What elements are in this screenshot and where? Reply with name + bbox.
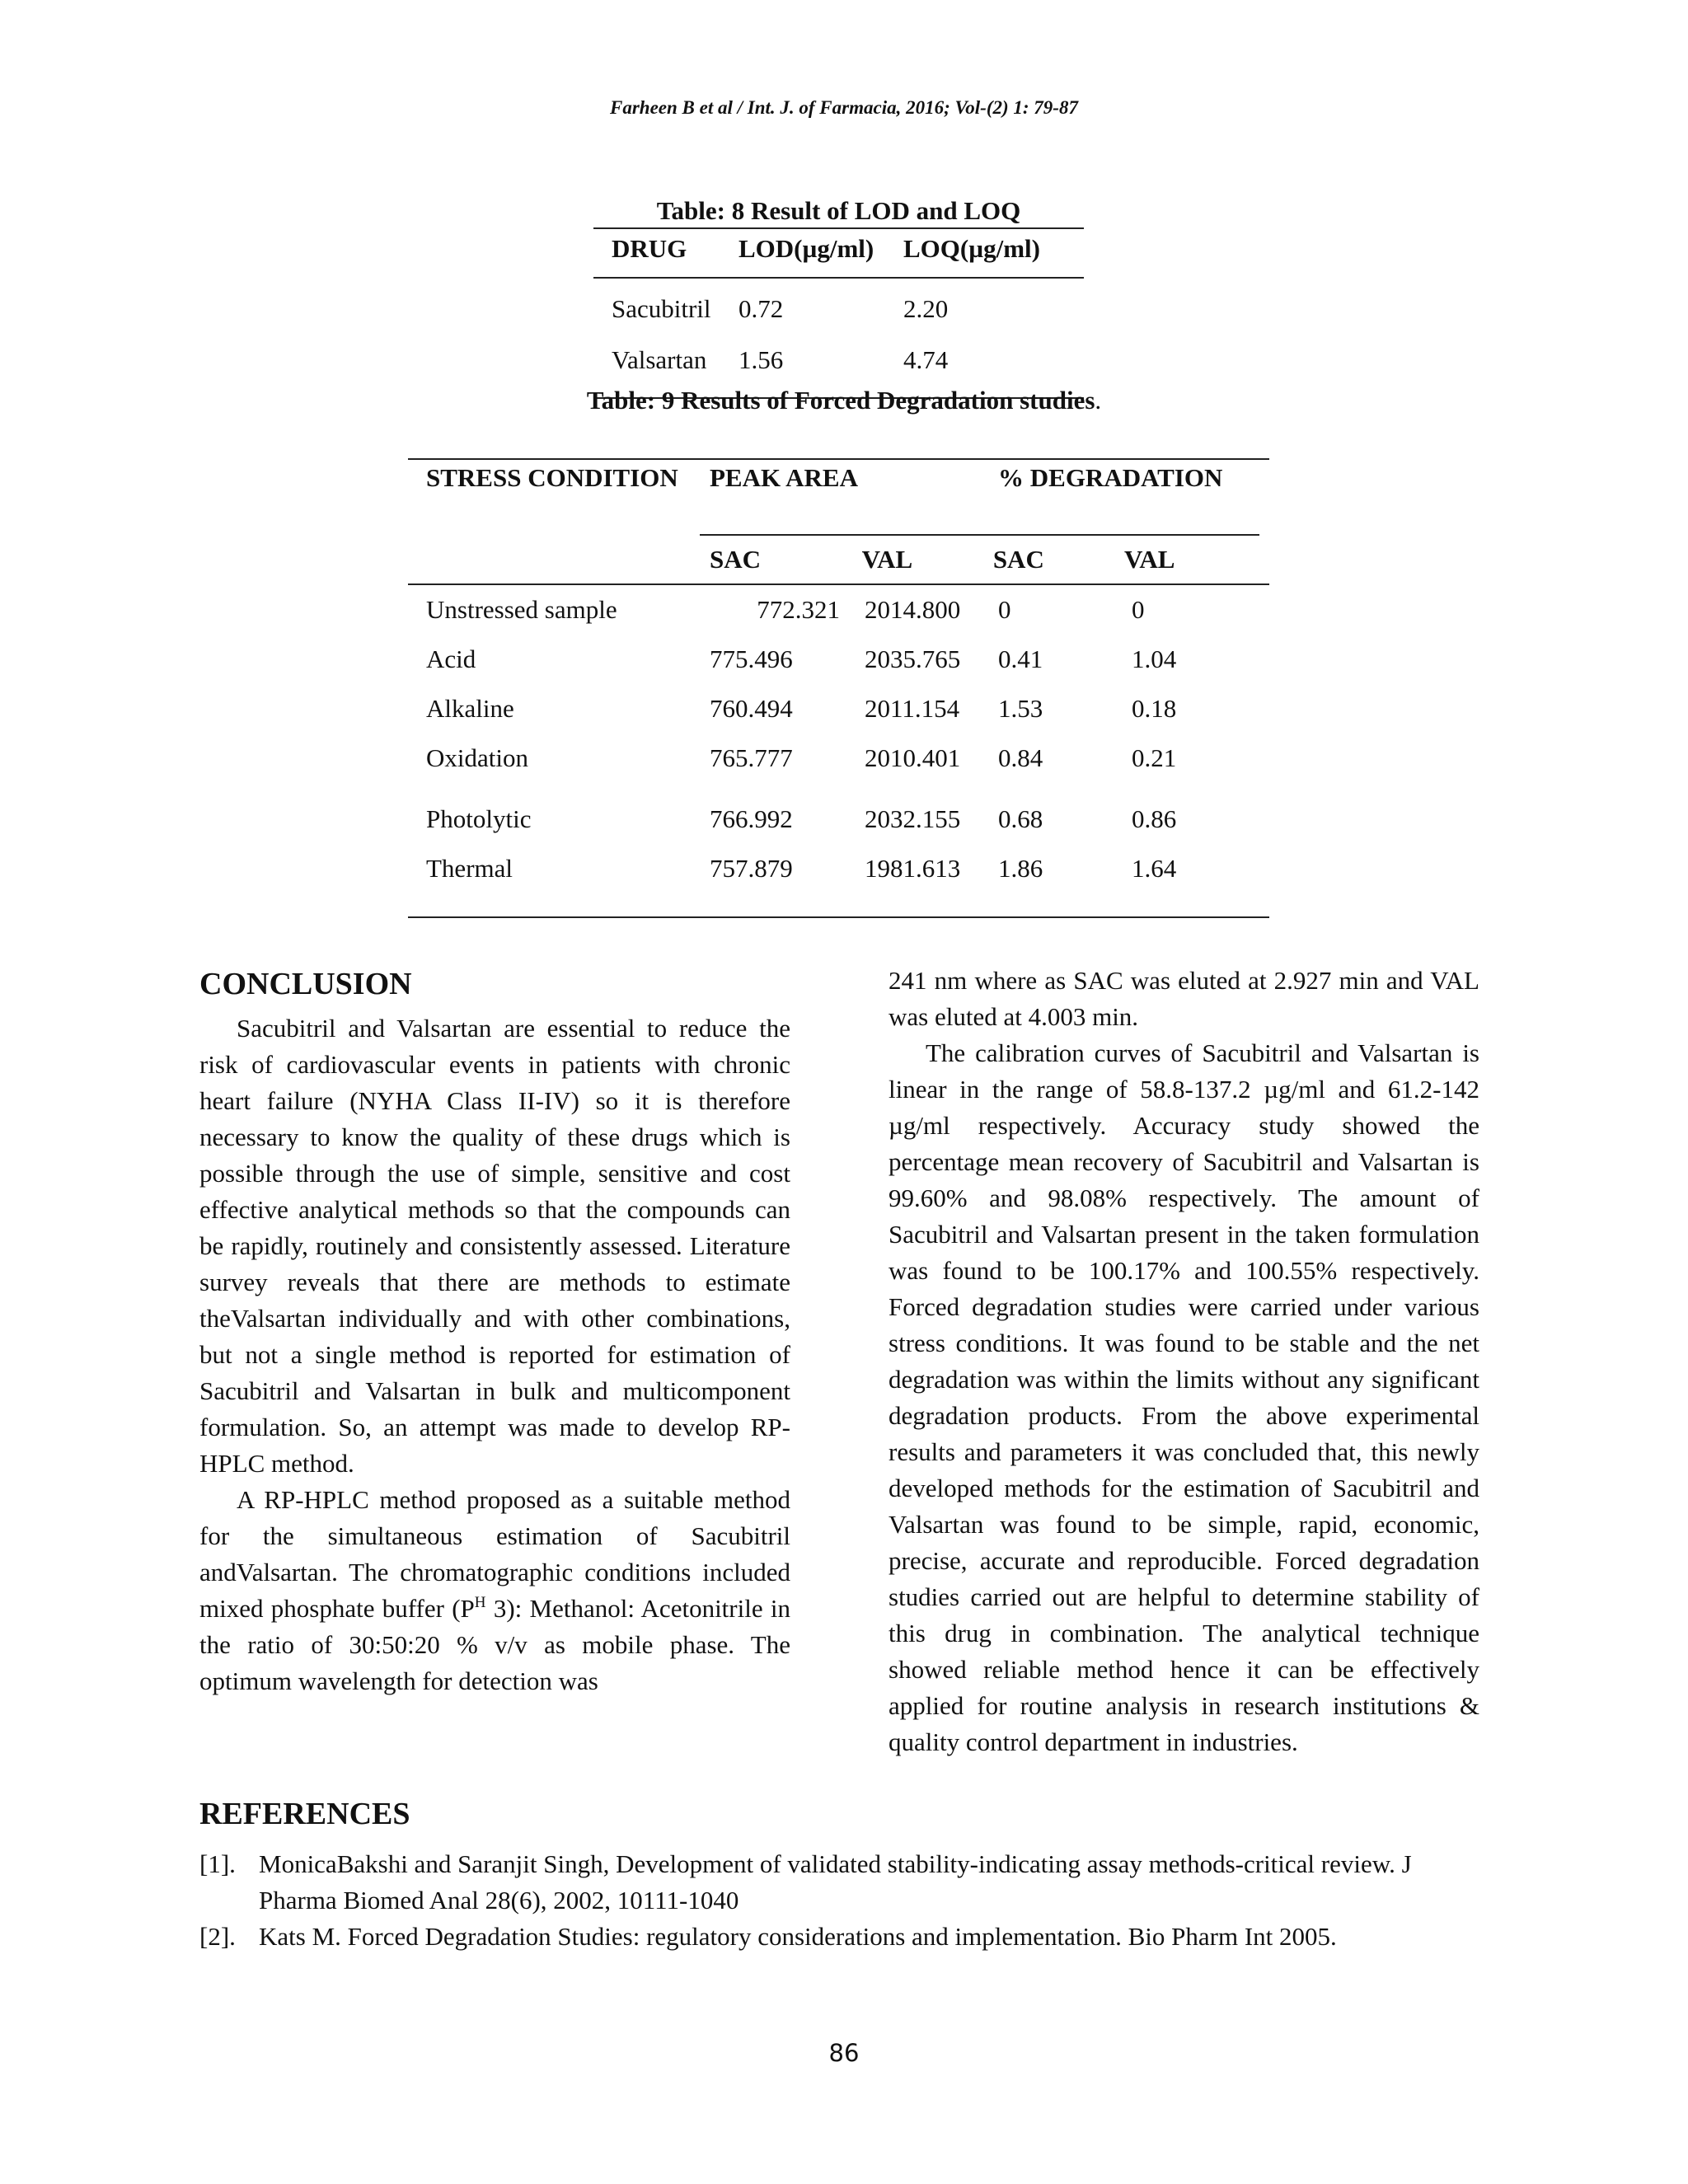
table-cell: Oxidation [426,743,528,772]
subheader-peak-sac: SAC [710,545,762,574]
table-cell: Photolytic [426,804,532,833]
table-9-bottom-space [408,893,1269,916]
subheader-deg-sac: SAC [992,545,1044,574]
header-degradation: % DEGRADATION [998,463,1223,492]
p2-text-after: 3): Methanol: Acetonitrile in the ratio of 30:50:20 % v/v as mobile phase. The optimum wavelength for detection was [199,1594,791,1695]
table-9-caption-bold: Table: 9 Results of Forced Degradation studies [586,386,1095,415]
table-cell: Unstressed sample [426,595,617,624]
table-row [408,585,1269,635]
table-cell: 1.64 [1132,854,1177,883]
subheader-deg-val: VAL [1123,545,1175,574]
table-9-caption [0,386,1688,415]
table-cell: 0.21 [1132,743,1177,772]
conclusion-paragraph-1: Sacubitril and Valsartan are essential to reduce the risk of cardiovascular events in patients with chronic heart failure (NYHA Class II-IV) so it is therefore necessary to know the quality of these drugs which is possible through the use of simple, sensitive and cost effective analytical methods so that the compounds can be rapidly, routinely and consistently assessed. Literature survey reveals that there are methods to estimate theValsartan individually and with other combinations, but not a single method is reported for estimation of Sacubitril and Valsartan in bulk and multicomponent formulation. So, an attempt was made to develop RP-HPLC method. [199,1014,790,1478]
table-cell: 760.494 [710,694,793,723]
table-row [593,284,1084,335]
table-row [408,635,1269,684]
table-cell: 0.68 [998,804,1043,833]
table-cell: 2032.155 [865,804,961,833]
table-row [408,684,1269,733]
table-8 [593,196,1084,399]
table-9-header-sub [408,534,1269,585]
left-column [199,963,790,1699]
table-row [408,794,1269,844]
table-8-header-drug: DRUG [612,234,687,263]
references-heading: REFERENCES [199,1797,410,1831]
table-cell: 0 [1132,595,1145,624]
table-cell: 0.86 [1132,804,1177,833]
reference-number: [1]. [199,1849,236,1878]
table-cell: 0.72 [738,294,784,323]
table-9-header-top [408,460,1269,534]
table-cell: 1.56 [738,345,784,374]
table-cell: 2010.401 [865,743,961,772]
table-cell: 772.321 [757,595,840,624]
subheader-peak-val: VAL [861,545,913,574]
table-cell: 2011.154 [865,694,960,723]
subheader-row [700,534,1259,583]
table-8-header-loq: LOQ(µg/ml) [903,234,1040,263]
table-cell: 4.74 [903,345,949,374]
table-cell: Acid [426,644,476,673]
table-9 [408,458,1269,918]
table-cell: 765.777 [710,743,793,772]
header-spacer [408,534,710,583]
table-row [408,844,1269,893]
table-cell: 2.20 [903,294,949,323]
table-cell: 0.84 [998,743,1043,772]
reference-item [199,1846,1485,1919]
table-cell: 0 [998,595,1011,624]
reference-text: MonicaBakshi and Saranjit Singh, Development of validated stability-indicating assay methods-critical review. J Pharma Biomed Anal 28(6), 2002, 10111-1040 [259,1849,1412,1915]
running-head: Farheen B et al / Int. J. of Farmacia, 2016; Vol-(2) 1: 79-87 [610,97,1078,118]
p2-text-before: A RP-HPLC method proposed as a suitable method for the simultaneous estimation of Sacubitril andValsartan. The chromatographic conditions included mixed phosphate buffer (P [199,1485,790,1623]
table-cell: 1981.613 [865,854,961,883]
table-cell: Alkaline [426,694,514,723]
table-cell: 2014.800 [865,595,961,624]
table-row [593,335,1084,386]
reference-item [199,1919,1485,1955]
table-cell: Valsartan [612,345,707,374]
conclusion-paragraph-4: The calibration curves of Sacubitril and Valsartan is linear in the range of 58.8-137.2 µg/ml and 61.2-142 µg/ml respectively. Accuracy study showed the percentage mean recovery of Sacubitril and Valsartan is 99.60% and 98.08% respectively. The amount of Sacubitril and Valsartan present in the taken formulation was found to be 100.17% and 100.55% respectively. Forced degradation studies were carried under various stress conditions. It was found to be stable and the net degradation was within the limits without any significant degradation products. From the above experimental results and parameters it was concluded that, this newly developed methods for the estimation of Sacubitril and Valsartan was found to be simple, rapid, economic, precise, accurate and reproducible. Forced degradation studies carried out are helpful to determine stability of this drug in combination. The analytical technique showed reliable method hence it can be effectively applied for routine analysis in research institutions & quality control department in industries. [889,1038,1479,1756]
table-cell: 1.53 [998,694,1043,723]
conclusion-paragraph-2 [199,1482,790,1699]
table-cell: Thermal [426,854,513,883]
header-stress-condition: STRESS CONDITION [426,463,678,492]
table-cell: 757.879 [710,854,793,883]
table-cell: 2035.765 [865,644,961,673]
table-cell: 766.992 [710,804,793,833]
table-cell: 775.496 [710,644,793,673]
conclusion-paragraph-3: 241 nm where as SAC was eluted at 2.927 min and VAL was eluted at 4.003 min. [889,966,1479,1031]
reference-text: Kats M. Forced Degradation Studies: regulatory considerations and implementation. Bio Pharm Int 2005. [259,1922,1337,1951]
table-cell: 1.04 [1132,644,1177,673]
references-list [199,1846,1485,1955]
table-8-header [593,229,1084,279]
p2-superscript: H [474,1594,486,1611]
header-peak-area: PEAK AREA [710,463,858,492]
table-cell: Sacubitril [612,294,711,323]
table-8-caption: Table: 8 Result of LOD and LOQ [593,196,1084,229]
conclusion-heading: CONCLUSION [199,967,412,1001]
table-8-header-lod: LOD(µg/ml) [738,234,874,263]
table-cell: 0.18 [1132,694,1177,723]
table-row [408,733,1269,783]
table-cell: 1.86 [998,854,1043,883]
right-column [889,963,1479,1760]
page-number: 86 [828,2039,860,2067]
table-9-caption-tail: . [1095,386,1102,415]
reference-number: [2]. [199,1922,236,1951]
table-cell: 0.41 [998,644,1043,673]
